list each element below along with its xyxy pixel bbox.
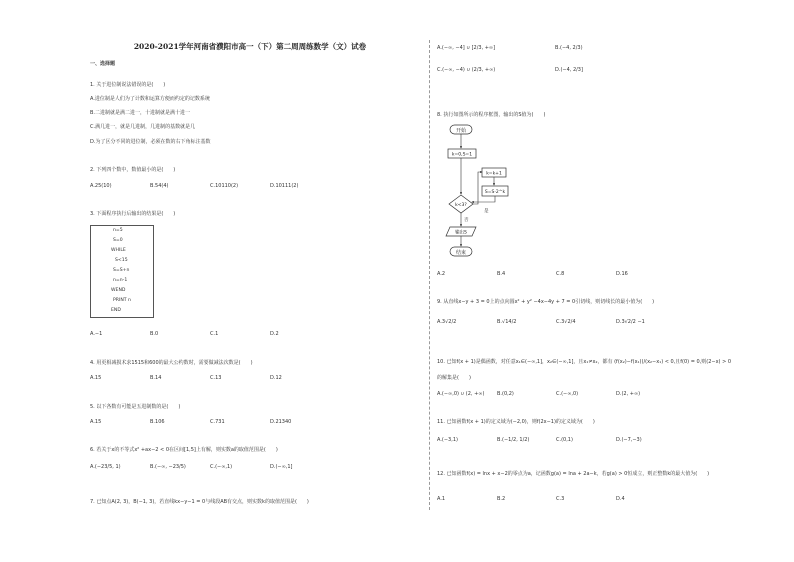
q9-option-a: A.3√2/2 bbox=[437, 319, 457, 325]
q6-stem: 6. 若关于x的不等式x² +ax−2 < 0在区间[1,5]上有解，则实数a的取值范围是( ) bbox=[90, 447, 278, 453]
q3-option-d: D.2 bbox=[270, 331, 279, 337]
code-line: END bbox=[111, 308, 121, 313]
q9-option-c: C.3√2/4 bbox=[556, 319, 576, 325]
q5-option-c: C.731 bbox=[210, 419, 225, 425]
q12-option-c: C.3 bbox=[556, 496, 565, 502]
code-line: PRINT n bbox=[113, 298, 131, 303]
q2-option-a: A.25(10) bbox=[90, 183, 112, 189]
q11-option-d: D.(−7,−3) bbox=[616, 437, 642, 443]
q1-option-c: C.满几进一，就是几进制，几进制的基数就是几 bbox=[90, 124, 196, 130]
flow-output-label: 输出S bbox=[455, 230, 467, 236]
q10-stem-cont: 的解集是( ) bbox=[437, 375, 471, 381]
q4-option-b: B.14 bbox=[150, 375, 162, 381]
flow-inc-label: k=k+1 bbox=[486, 171, 502, 177]
q4-stem: 4. 用更相减损术求1515和600的最大公约数时，需要做减法次数是( ) bbox=[90, 360, 253, 366]
code-line: WHILE bbox=[111, 248, 126, 253]
q6-option-b: B.(−∞, −23/5) bbox=[150, 464, 186, 470]
q8-option-c: C.8 bbox=[556, 271, 565, 277]
q5-option-a: A.15 bbox=[90, 419, 102, 425]
q4-option-c: C.13 bbox=[210, 375, 222, 381]
q1-option-a: A.进位制是人们为了计数和运算方便而约定的记数系统 bbox=[90, 96, 210, 102]
q8-option-a: A.2 bbox=[437, 271, 446, 277]
code-line: S=S+n bbox=[113, 268, 130, 273]
q11-stem: 11. 已知函数f(x + 1)的定义域为(−2,0)，则f(2x−1)的定义域为( ) bbox=[437, 419, 595, 425]
code-line: WEND bbox=[111, 288, 126, 293]
q3-option-a: A.−1 bbox=[90, 331, 103, 337]
q3-program-box bbox=[90, 225, 154, 318]
q8-option-b: B.4 bbox=[497, 271, 506, 277]
flow-update-label: S=S·2^k bbox=[484, 190, 506, 195]
flow-yes-label: 是 bbox=[484, 209, 489, 214]
flow-end-label: 结束 bbox=[455, 250, 467, 256]
q10-option-b: B.(0,2) bbox=[497, 391, 514, 397]
q10-stem: 10. 已知f(x + 1)是偶函数，对任意x₁∈(−∞,1]，x₂∈(−∞,1]，且x₁≠x₂，都有 (f(x₂)−f(x₁))/(x₂−x₁) < 0,且f(0) = 0,则(2−x) > 0 bbox=[437, 359, 732, 365]
exam-title: 2020-2021学年河南省濮阳市高一（下）第二周周练数学（文）试卷 bbox=[133, 42, 367, 51]
q4-option-d: D.12 bbox=[270, 375, 282, 381]
q2-option-c: C.10110(2) bbox=[210, 183, 239, 189]
q9-option-d: D.3√2/2 −1 bbox=[616, 319, 645, 325]
q1-stem: 1. 关于进位制说法错误的是( ) bbox=[90, 82, 166, 88]
q6-option-d: D.(−∞,1] bbox=[270, 464, 293, 470]
section-heading: 一、选择题 bbox=[90, 61, 116, 67]
q2-stem: 2. 下列四个数中，数值最小的是( ) bbox=[90, 167, 176, 173]
q2-option-b: B.54(4) bbox=[150, 183, 169, 189]
q12-option-a: A.1 bbox=[437, 496, 446, 502]
q12-stem: 12. 已知函数f(x) = lnx + x−2的零点为a，记函数g(a) = lna + 2a−k，若g(a) > 0恒成立，则正整数k的最大值为( ) bbox=[437, 471, 710, 477]
q10-option-d: D.(2, +∞) bbox=[616, 391, 641, 397]
column-divider bbox=[429, 40, 430, 510]
q12-option-b: B.2 bbox=[497, 496, 506, 502]
q8-flowchart bbox=[440, 122, 520, 260]
flow-start-label: 开始 bbox=[455, 128, 467, 134]
q3-option-c: C.1 bbox=[210, 331, 219, 337]
q3-stem: 3. 下面程序执行后输出的结果是( ) bbox=[90, 211, 176, 217]
q7-option-d: D.(−4, 2/3] bbox=[555, 67, 583, 73]
q1-option-d: D.为了区分不同的进位制，必须在数的右下角标注基数 bbox=[90, 139, 211, 145]
q12-option-d: D.4 bbox=[616, 496, 625, 502]
q11-option-a: A.(−3,1) bbox=[437, 437, 458, 443]
q4-option-a: A.15 bbox=[90, 375, 102, 381]
code-line: n=5 bbox=[113, 228, 123, 233]
code-line: S<15 bbox=[115, 258, 128, 263]
flow-no-label: 否 bbox=[464, 218, 469, 223]
q6-option-c: C.(−∞,1) bbox=[210, 464, 233, 470]
code-line: n=n-1 bbox=[113, 278, 128, 283]
q11-option-b: B.(−1/2, 1/2) bbox=[497, 437, 530, 443]
q7-option-c: C.(−∞, −4) ∪ (2/3, +∞) bbox=[437, 67, 496, 73]
q10-option-c: C.(−∞,0) bbox=[556, 391, 579, 397]
q7-option-b: B.(−4, 2/3) bbox=[555, 45, 583, 51]
q8-stem: 8. 执行如图所示的程序框图，输出的S值为( ) bbox=[437, 112, 546, 118]
q7-option-a: A.(−∞, −4] ∪ [2/3, +∞] bbox=[437, 45, 496, 51]
q5-option-d: D.21340 bbox=[270, 419, 292, 425]
flow-init-label: k=0,S=1 bbox=[451, 152, 473, 158]
code-line: S=0 bbox=[113, 238, 123, 243]
q1-option-b: B.二进制就是满二进一，十进制就是满十进一 bbox=[90, 110, 191, 116]
q8-option-d: D.16 bbox=[616, 271, 628, 277]
q3-option-b: B.0 bbox=[150, 331, 159, 337]
q2-option-d: D.10111(2) bbox=[270, 183, 299, 189]
q6-option-a: A.(−23/5, 1) bbox=[90, 464, 121, 470]
q7-stem: 7. 已知点A(2, 3)，B(−1, 3)，若直线kx−y−1 = 0与线段AB有交点，则实数k的取值范围是( ) bbox=[90, 499, 309, 505]
q9-stem: 9. 从直线x−y + 3 = 0上的点向圆x² + y² −4x−4y + 7 = 0引切线，则切线长的最小值为( ) bbox=[437, 299, 655, 305]
q5-option-b: B.106 bbox=[150, 419, 165, 425]
q11-option-c: C.(0,1) bbox=[556, 437, 573, 443]
flow-condition-label: k<3? bbox=[455, 203, 467, 208]
q10-option-a: A.(−∞,0) ∪ (2, +∞) bbox=[437, 391, 485, 397]
q9-option-b: B.√14/2 bbox=[497, 319, 517, 325]
q5-stem: 5. 以下各数有可能是五进制数的是( ) bbox=[90, 404, 181, 410]
